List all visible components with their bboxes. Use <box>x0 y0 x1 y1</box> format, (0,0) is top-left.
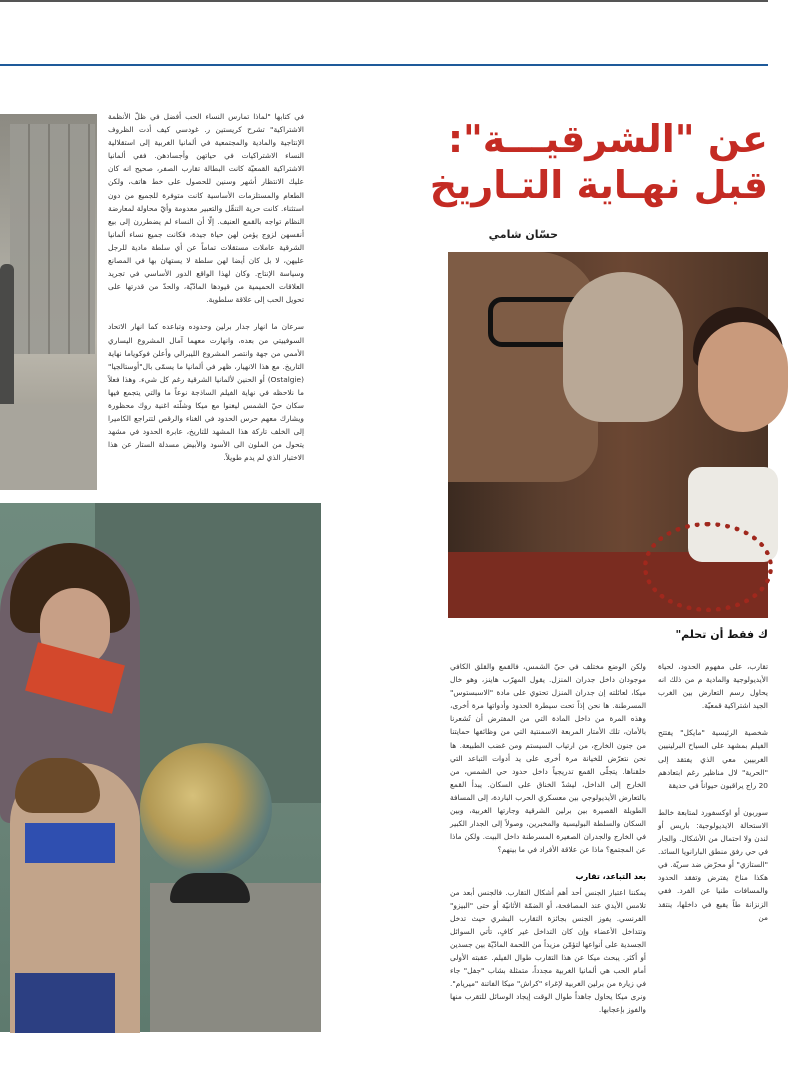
paragraph: سرعان ما انهار جدار برلين وحدوده وتباعده كما انهار الاتحاد السوفييتي من بعده، وانهارت معهما آمال المشروع اليساري الأممي من جهة وانتصر المشروع الليبرالي وأعلن فوكوياما نهاية التاريخ. مع هذا الانهيار، ظهر في ألمانيا ما يسمّى بال"أوستالجيا" (Ostalgie) أو الحنين لألمانيا الشرقية رغم كل شيء. وهذا فعلاً ما نلاحظه في نهاية الفيلم الساذجة نوعاً ما والتي يتجمع فيها سكان حيّ الشمس ليغنوا مع ميكا وشلّته اغنية روك محظورة ويشارك معهم حرس الحدود في الغناء والرقص لتتراجع الكاميرا إلى الخلف تاركة هذا المشهد للتاريخ، عابرة الحدود في مشهد يتحول من الملون الى الأسود والأبيض مسدلة الستار عن هذا الاختبار الذي لم يدم طويلاً. <box>108 322 304 463</box>
paragraph: سوربون أو اوكسفورد لمتابعة خالط الاستحالة الايديولوجية: باريس أو لندن ولا احتمال من الأشكال. والجار في حي رفق منطق البارانويا السائد. "الستازي" أو محرّض ضد سريّة. في هكذا مناخ يفترض وتفقد الحدود والمسافات طنيا عن الفرد. ففي الزنزانة طاً يقبع في داخلها، ينتقد من <box>658 807 768 922</box>
title-line-2: قبل نهـاية التـاريخ <box>429 163 768 207</box>
paragraph: تقارب، على مفهوم الحدود، لحياة الأيديولوجية والمادية م من ذلك انه يحاول رسم التعارض بين الغرب الجيد اشتراكية قمعيّة. <box>658 662 768 711</box>
paragraph: في كتابها "لماذا تمارس النساء الحب أفضل في ظلّ الأنظمة الاشتراكية" تشرح كريستين ر. غودسي كيف أدت الظروف الإنتاجية والمادية والمجتمعية في ألمانيا الغربية إلى استقلالية النساء الاشتراكيات في حياتهن وأجسادهن. ففي ألمانيا الاشتراكية القمعيّة كانت البطالة تقارب الصفر، صحيح انه كان عليك الانتظار أشهر وسنين للحصول على خط هاتف، ولكن الطعام والمستلزمات الأساسية كانت متوفرة للجميع من دون استثناء. كانت حرية التنقّل والتعبير معدومة وأيّ محاولة لمعارضة النظام تواجه بالقمع العنيف. إلّا أن النساء لم يضطررن إلى بيع أنفسهن لزوج يؤمن لهن حياة جيدة، فكانت جميع نساء ألمانيا الشرقية عاملات مستقلات تماماً عن أي سلطة مادية للرجل عليهن، لا بل كان أيضا لهن سلطة لا يستهان بها في المصانع وسياسة الإنتاج. وكان لهذا الواقع الدور الأساسي في تجريد العلاقات الحميمية من قيودها المادّيّة، والحدّ من قدرتها على تحويل الحب إلى علاقة سلطوية. <box>108 112 304 305</box>
article-title <box>429 116 768 208</box>
paragraph: شخصية الرئيسية "مايكل" يفتتح الفيلم بمشهد على السياح البرلينيين الغربيين معي الذي يفتقد إلى "الحرية" لال مناظير رغم ابتعادهم 20 راج يراقبون حيواناً في حديقة <box>658 728 768 790</box>
berlin-wall-photo <box>0 114 97 490</box>
title-line-1: عن "الشرقيـــة": <box>447 117 768 161</box>
paragraph: ولكن الوضع مختلف في حيّ الشمس، فالقمع والقلق الكافي موجودان داخل جدران المنزل. يقول المهرّب هاينز، وهو خال ميكا، لعائلته إن جدران المنزل تحتوي على مادة "الاسبستوس" المسرطنة. ها نحن إذاً تحت سيطرة الحدود وأدواتها مرة أخرى، وهذه المرة من داخل المادة التي من المفترض أن تُشعرنا بالأمان، تلك الأمتار المربعة الاسمنتية التي من وظائفها حمايتنا من جنون الخارج، من ارتياب السيستم ومن غضب الطبيعة. ها نحن نتعرّض للخيانة مرة أخرى على يد أدوات التباعد التي خلقناها. يتجلّى القمع تدريجياً داخل حدود حي الشمس، من الخارج إلى الداخل، ليشدّ الخناق على السكان. يبدأ القمع بالتعارض الأيديولوجي بين معسكري الحرب الباردة، إلى المسافة الطويلة القصيرة بين برلين الشرقية وجارتها الغربية، وبين السكان والسلطة البوليسية والمخبرين، وصولاً إلى الجدار الكبير في الخارج والجدران الصغيرة المسرطنة داخل البيت. ولكن ماذا عن المجتمع؟ ماذا عن علاقة الأفراد في ما بينهم؟ <box>450 662 646 855</box>
paragraph: يمكننا اعتبار الجنس أحد أهم أشكال التقارب. فالجنس أبعد من تلامس الأيدي عند المصافحة، أو الضمّة الأثانيّة أو حتى "البيزو" الفرنسي. يفوز الجنس بجائزة التقارب البشري حيث تدخل وتتداخل الأعضاء وإن كان التداخل غير كافٍ، تأتي السوائل الجسدية على أنواعها لتؤمّن مزيداً من اللحمة المادّيّة بين جسدين أو أكثر. يبحث ميكا عن هذا التقارب طوال الفيلم. عقبته الأولى أمام الحب هي ألمانيا الغربية مجدداً، متمثلة بشاب "جفل" جاء في زيارة من برلين الغربية لإغراء "كراش" ميكا الفاتنة "ميريام". ونرى ميكا يحاول جاهداً طوال الوقت إيجاد الوسائل للتقرب منها والفوز بإعجابها. <box>450 887 646 1015</box>
pull-quote: ك فقط أن تحلم" <box>675 628 768 641</box>
classroom-globe-photo <box>0 503 321 1032</box>
text-column-right <box>658 660 768 1020</box>
text-column-middle <box>450 660 646 1040</box>
text-column-left <box>108 110 304 500</box>
family-telephone-photo <box>448 252 768 618</box>
author-name: حسّان شامي <box>488 228 558 241</box>
section-subheading: بعد التباعد، تقارب <box>575 872 646 882</box>
top-rule <box>0 0 768 2</box>
header-rule <box>0 64 768 66</box>
